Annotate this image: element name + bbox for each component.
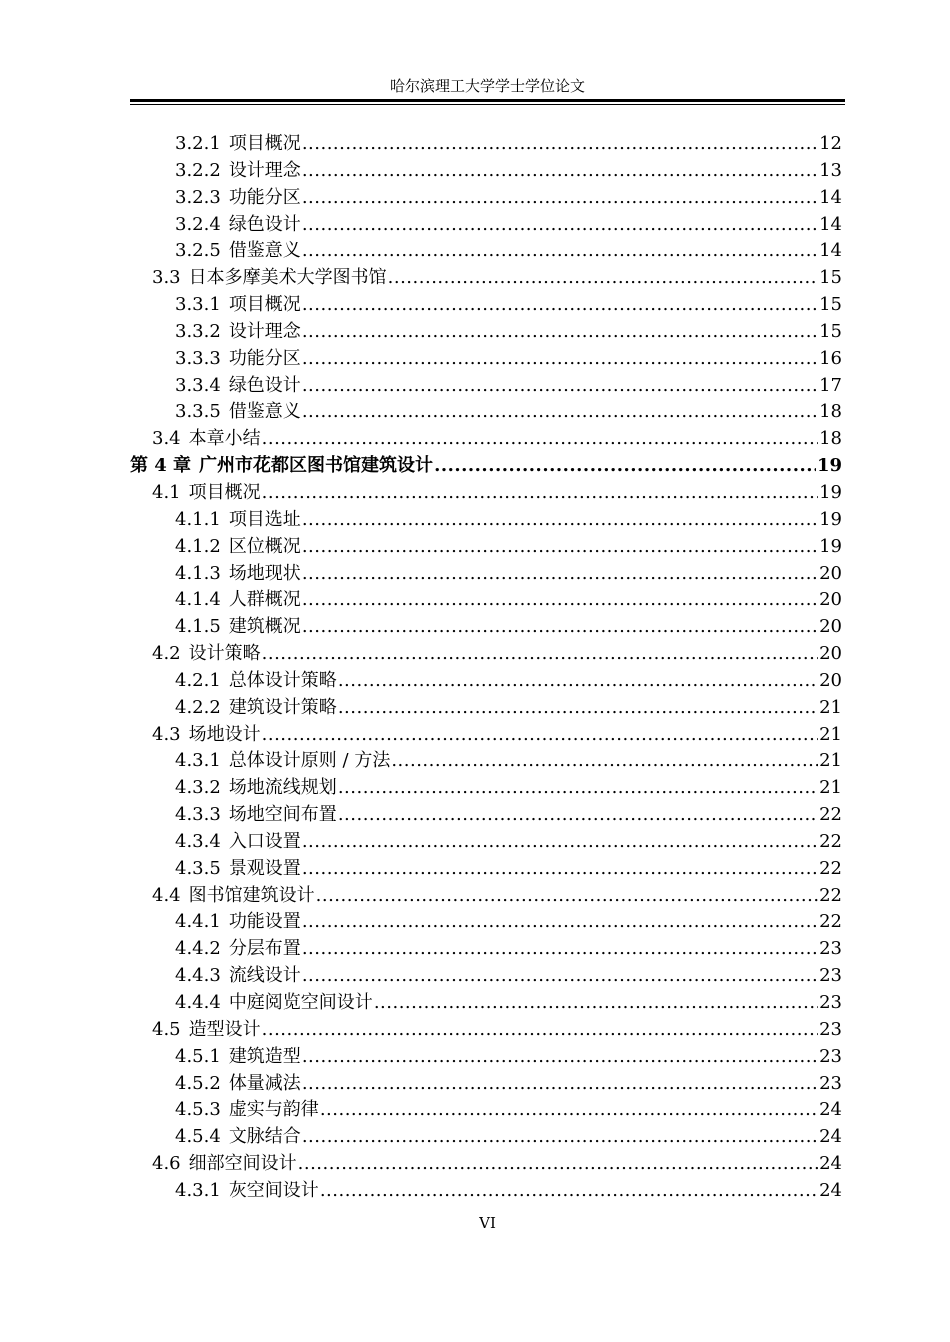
toc-entry-page: 19	[816, 455, 842, 477]
toc-dot-leader	[298, 1151, 818, 1178]
toc-entry-title: 总体设计策略	[228, 669, 337, 691]
toc-entry[interactable]	[130, 641, 842, 668]
toc-entry-number: 4.5.1	[175, 1045, 221, 1067]
toc-entry-title: 日本多摩美术大学图书馆	[188, 267, 387, 289]
toc-entry[interactable]	[130, 399, 842, 426]
toc-dot-leader	[302, 963, 818, 990]
toc-entry-title: 总体设计原则 / 方法	[228, 750, 391, 772]
toc-entry-page: 12	[819, 133, 842, 154]
toc-entry-number: 4.3.5	[175, 857, 221, 879]
toc-entry-number: 第 4 章	[130, 455, 192, 477]
toc-entry-number: 4.5.2	[175, 1072, 221, 1094]
toc-entry-number: 4.1.4	[175, 589, 221, 611]
toc-entry-title: 入口设置	[228, 830, 301, 852]
toc-entry-title: 项目选址	[228, 508, 301, 530]
toc-entry-number: 4.1.5	[175, 616, 221, 638]
toc-dot-leader	[302, 936, 818, 963]
toc-entry-number: 4.2	[152, 643, 181, 665]
toc-dot-leader	[302, 1124, 818, 1151]
toc-dot-leader	[302, 399, 818, 426]
toc-dot-leader	[302, 185, 818, 212]
toc-dot-leader	[302, 587, 818, 614]
header-rule-thin	[130, 104, 845, 105]
toc-dot-leader	[302, 561, 818, 588]
toc-entry-page: 19	[819, 535, 842, 557]
toc-entry-page: 20	[819, 643, 842, 665]
toc-entry[interactable]	[130, 346, 842, 373]
toc-entry-title: 灰空间设计	[228, 1179, 319, 1201]
toc-entry[interactable]	[130, 856, 842, 883]
toc-entry-page: 22	[819, 830, 842, 852]
toc-entry[interactable]	[130, 883, 842, 910]
toc-entry-page: 24	[819, 1179, 842, 1201]
toc-entry-title: 分层布置	[228, 938, 301, 960]
toc-entry[interactable]	[130, 1071, 842, 1098]
toc-entry-title: 建筑概况	[228, 616, 301, 638]
toc-entry[interactable]	[130, 722, 842, 749]
toc-entry-page: 21	[819, 696, 842, 718]
toc-entry[interactable]	[130, 1151, 842, 1178]
toc-entry[interactable]	[130, 587, 842, 614]
toc-entry-page: 22	[819, 884, 842, 906]
toc-entry[interactable]	[130, 561, 842, 588]
toc-entry-page: 16	[819, 347, 842, 369]
toc-entry-title: 场地设计	[188, 723, 261, 745]
toc-entry[interactable]	[130, 1178, 842, 1205]
toc-dot-leader	[302, 1044, 818, 1071]
toc-entry-page: 23	[819, 992, 842, 1013]
toc-entry-page: 15	[819, 294, 842, 316]
toc-entry-page: 24	[819, 1099, 842, 1121]
toc-entry-page: 20	[819, 562, 842, 584]
toc-entry-number: 4.3.2	[175, 777, 221, 799]
toc-entry-title: 功能设置	[228, 911, 301, 933]
toc-entry[interactable]	[130, 990, 842, 1017]
toc-entry-page: 18	[819, 401, 842, 423]
toc-entry[interactable]	[130, 426, 842, 453]
toc-dot-leader	[434, 453, 816, 480]
toc-entry-page: 23	[819, 1018, 842, 1040]
toc-entry-number: 3.2.5	[175, 240, 221, 262]
toc-entry-title: 景观设置	[228, 857, 301, 879]
toc-entry-title: 场地现状	[228, 562, 301, 584]
running-header: 哈尔滨理工大学学士学位论文	[389, 77, 585, 95]
toc-entry-number: 4.3.4	[175, 830, 221, 852]
toc-entry-title: 流线设计	[228, 965, 301, 987]
toc-entry-number: 4.1.3	[175, 562, 221, 584]
toc-entry-title: 广州市花都区图书馆建筑设计	[199, 455, 434, 477]
toc-dot-leader	[262, 1017, 818, 1044]
toc-dot-leader	[391, 748, 818, 775]
toc-entry-title: 体量减法	[228, 1072, 301, 1094]
toc-entry-page: 14	[819, 186, 842, 208]
toc-entry-number: 3.4	[152, 428, 181, 450]
toc-entry-number: 4.6	[152, 1153, 181, 1175]
toc-entry-number: 4.1.2	[175, 535, 221, 557]
toc-entry-page: 20	[819, 669, 842, 691]
toc-dot-leader	[320, 1097, 818, 1124]
toc-entry-number: 4.3.1	[175, 1179, 221, 1201]
toc-dot-leader	[302, 319, 818, 346]
toc-entry-title: 功能分区	[228, 186, 301, 208]
toc-entry[interactable]	[130, 453, 842, 480]
toc-dot-leader	[338, 695, 818, 722]
toc-entry[interactable]	[130, 1044, 842, 1071]
toc-entry-page: 17	[819, 374, 842, 396]
toc-entry-title: 造型设计	[188, 1018, 261, 1040]
toc-entry-page: 21	[819, 777, 842, 799]
toc-dot-leader	[338, 668, 818, 695]
toc-dot-leader	[302, 507, 818, 534]
toc-entry[interactable]	[130, 319, 842, 346]
toc-entry-number: 4.3.3	[175, 804, 221, 826]
toc-entry[interactable]	[130, 775, 842, 802]
toc-entry[interactable]	[130, 802, 842, 829]
toc-entry-title: 图书馆建筑设计	[188, 884, 315, 906]
table-of-contents	[130, 131, 842, 1205]
toc-entry-number: 4.2.1	[175, 669, 221, 691]
toc-entry-page: 23	[819, 938, 842, 960]
toc-dot-leader	[262, 722, 818, 749]
toc-entry-title: 设计理念	[228, 159, 301, 181]
toc-entry-title: 场地流线规划	[228, 777, 337, 799]
toc-entry-page: 14	[819, 213, 842, 235]
toc-entry-page: 22	[819, 804, 842, 826]
toc-entry-number: 3.2.3	[175, 186, 221, 208]
toc-entry-title: 中庭阅览空间设计	[228, 992, 373, 1013]
toc-entry-page: 22	[819, 911, 842, 933]
toc-entry-number: 3.3.5	[175, 401, 221, 423]
toc-entry[interactable]	[130, 158, 842, 185]
toc-dot-leader	[338, 802, 818, 829]
toc-entry[interactable]	[130, 480, 842, 507]
toc-dot-leader	[302, 212, 818, 239]
toc-entry-page: 14	[819, 240, 842, 262]
toc-entry[interactable]	[130, 292, 842, 319]
toc-entry-number: 4.5	[152, 1018, 181, 1040]
toc-entry-number: 3.2.4	[175, 213, 221, 235]
toc-entry-page: 24	[819, 1126, 842, 1148]
toc-entry-number: 3.3.4	[175, 374, 221, 396]
toc-entry-title: 项目概况	[188, 481, 261, 503]
toc-entry[interactable]	[130, 185, 842, 212]
toc-dot-leader	[302, 292, 818, 319]
toc-entry-number: 3.3	[152, 267, 181, 289]
toc-dot-leader	[302, 856, 818, 883]
toc-entry-title: 项目概况	[228, 294, 301, 316]
toc-entry-page: 15	[819, 267, 842, 289]
toc-entry[interactable]	[130, 748, 842, 775]
toc-entry-page: 18	[819, 428, 842, 450]
toc-entry-page: 20	[819, 616, 842, 638]
toc-entry-title: 建筑设计策略	[228, 696, 337, 718]
toc-entry-number: 4.4.4	[175, 992, 221, 1013]
toc-entry[interactable]	[130, 695, 842, 722]
toc-dot-leader	[338, 775, 818, 802]
toc-dot-leader	[302, 534, 818, 561]
toc-entry-title: 功能分区	[228, 347, 301, 369]
toc-entry-page: 13	[819, 159, 842, 181]
toc-entry-number: 4.4.1	[175, 911, 221, 933]
toc-entry[interactable]	[130, 963, 842, 990]
toc-entry-page: 15	[819, 320, 842, 342]
toc-dot-leader	[262, 480, 818, 507]
toc-entry-page: 20	[819, 589, 842, 611]
toc-entry-title: 人群概况	[228, 589, 301, 611]
toc-entry-title: 区位概况	[228, 535, 301, 557]
toc-entry-page: 24	[819, 1153, 842, 1175]
toc-dot-leader	[302, 346, 818, 373]
toc-dot-leader	[302, 614, 818, 641]
toc-entry-page: 19	[819, 481, 842, 503]
toc-entry-title: 绿色设计	[228, 213, 301, 235]
toc-entry-number: 3.3.3	[175, 347, 221, 369]
toc-entry-number: 4.1.1	[175, 508, 221, 530]
toc-entry-number: 3.3.2	[175, 320, 221, 342]
toc-entry-page: 19	[819, 508, 842, 530]
toc-entry-number: 4.4	[152, 884, 181, 906]
toc-entry-number: 4.5.4	[175, 1126, 221, 1148]
toc-entry[interactable]	[130, 212, 842, 239]
toc-entry-title: 借鉴意义	[228, 401, 301, 423]
toc-entry-title: 借鉴意义	[228, 240, 301, 262]
toc-entry[interactable]	[130, 936, 842, 963]
toc-dot-leader	[374, 990, 818, 1017]
toc-dot-leader	[262, 426, 818, 453]
toc-entry[interactable]	[130, 131, 842, 158]
toc-dot-leader	[388, 265, 818, 292]
toc-entry[interactable]	[130, 1017, 842, 1044]
toc-entry[interactable]	[130, 668, 842, 695]
toc-entry-title: 绿色设计	[228, 374, 301, 396]
toc-dot-leader	[302, 909, 818, 936]
toc-entry-page: 23	[819, 965, 842, 987]
toc-entry-title: 文脉结合	[228, 1126, 301, 1148]
toc-entry-title: 设计策略	[188, 643, 261, 665]
toc-dot-leader	[316, 883, 818, 910]
toc-entry-number: 4.2.2	[175, 696, 221, 718]
toc-entry-number: 3.3.1	[175, 294, 221, 316]
toc-entry-title: 设计理念	[228, 320, 301, 342]
toc-entry[interactable]	[130, 1097, 842, 1124]
toc-dot-leader	[302, 1071, 818, 1098]
toc-entry-number: 3.2.1	[175, 133, 221, 154]
toc-entry-number: 4.3	[152, 723, 181, 745]
toc-entry-page: 21	[819, 750, 842, 772]
toc-entry-title: 细部空间设计	[188, 1153, 297, 1175]
toc-entry-number: 4.3.1	[175, 750, 221, 772]
toc-entry-number: 3.2.2	[175, 159, 221, 181]
toc-entry[interactable]	[130, 1124, 842, 1151]
toc-entry[interactable]	[130, 909, 842, 936]
toc-entry[interactable]	[130, 238, 842, 265]
toc-dot-leader	[302, 373, 818, 400]
toc-entry-title: 虚实与韵律	[228, 1099, 319, 1121]
toc-dot-leader	[302, 131, 818, 158]
header-rule-thick	[130, 99, 845, 102]
toc-entry[interactable]	[130, 614, 842, 641]
toc-entry-number: 4.5.3	[175, 1099, 221, 1121]
toc-dot-leader	[302, 238, 818, 265]
toc-entry-number: 4.4.3	[175, 965, 221, 987]
toc-dot-leader	[302, 158, 818, 185]
toc-entry[interactable]	[130, 265, 842, 292]
toc-entry[interactable]	[130, 829, 842, 856]
toc-entry-number: 4.4.2	[175, 938, 221, 960]
toc-entry[interactable]	[130, 507, 842, 534]
toc-dot-leader	[262, 641, 818, 668]
toc-entry-page: 23	[819, 1072, 842, 1094]
page-number: VI	[479, 1214, 496, 1232]
toc-entry-title: 本章小结	[188, 428, 261, 450]
toc-dot-leader	[302, 829, 818, 856]
toc-dot-leader	[320, 1178, 818, 1205]
toc-entry[interactable]	[130, 373, 842, 400]
toc-entry[interactable]	[130, 534, 842, 561]
toc-entry-number: 4.1	[152, 481, 181, 503]
toc-entry-title: 项目概况	[228, 133, 301, 154]
toc-entry-title: 建筑造型	[228, 1045, 301, 1067]
toc-entry-title: 场地空间布置	[228, 804, 337, 826]
toc-entry-page: 22	[819, 857, 842, 879]
toc-entry-page: 23	[819, 1045, 842, 1067]
toc-entry-page: 21	[819, 723, 842, 745]
